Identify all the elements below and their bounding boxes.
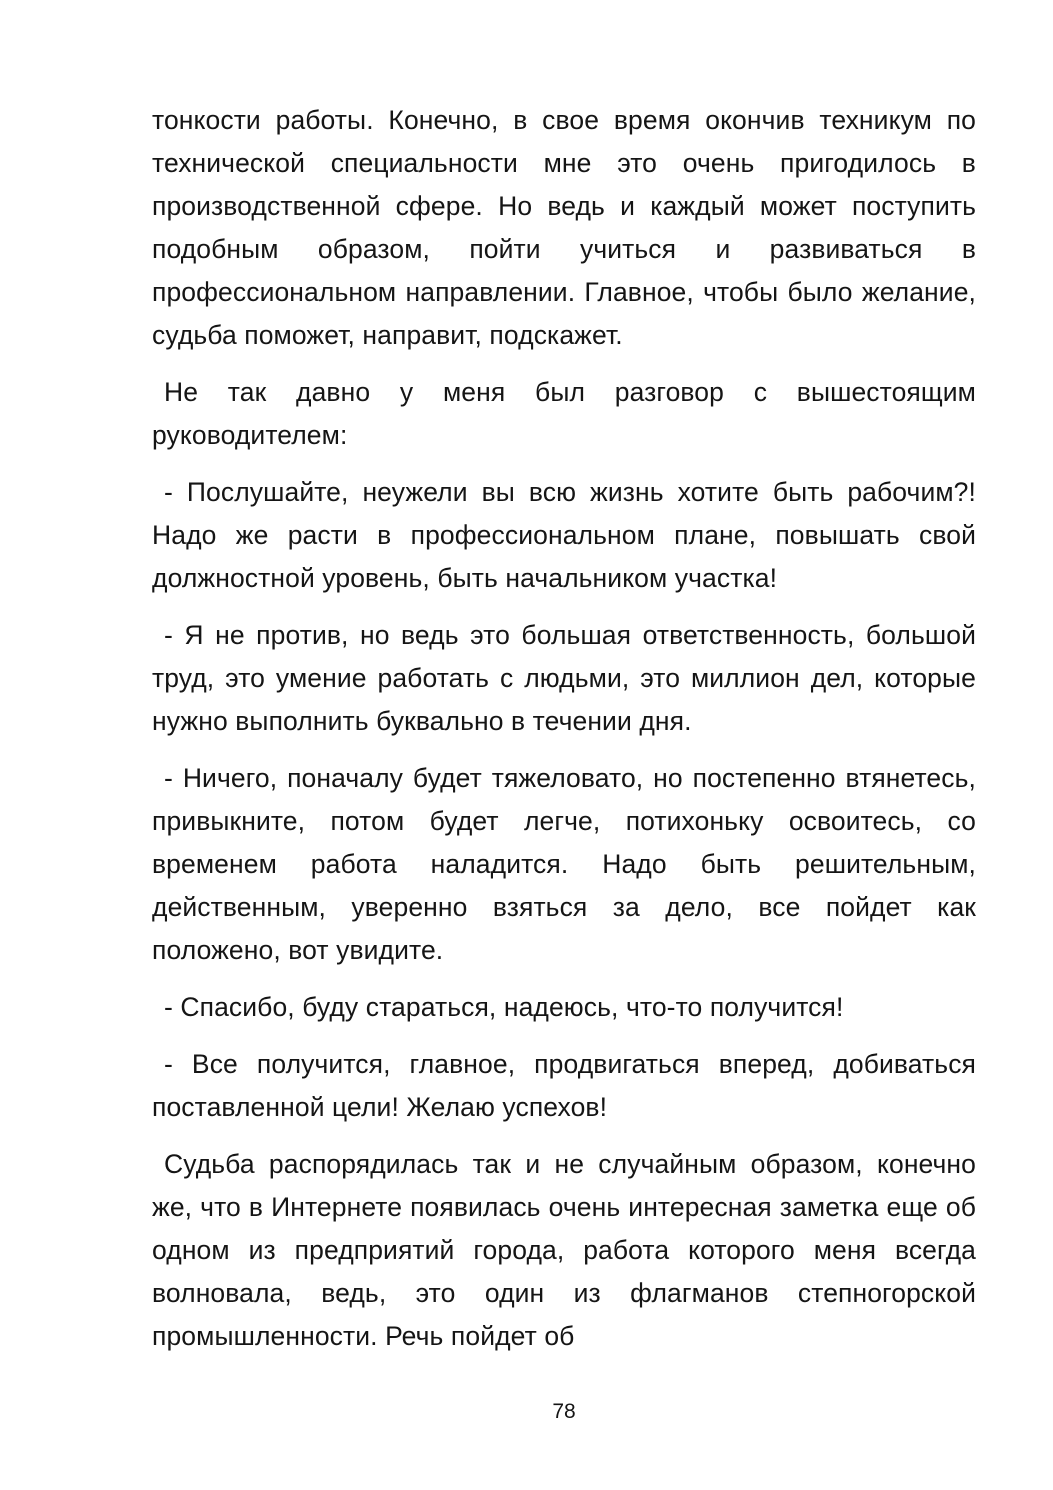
paragraph: - Спасибо, буду стараться, надеюсь, что-то получится!	[164, 992, 844, 1022]
paragraph: тонкости работы. Конечно, в свое время окончив техникум по технической специальности мне это очень пригодилось в производственной сфере. Но ведь и каждый может поступить подобным образом, пойти учиться и развиваться в профессиональном направлении. Главное, чтобы было желание, судьба поможет, направит, подскажет.	[152, 105, 976, 350]
paragraph: Не так давно у меня был разговор с вышестоящим руководителем:	[152, 377, 976, 450]
page-number: 78	[552, 1400, 576, 1423]
page-body	[152, 99, 976, 1372]
paragraph: - Послушайте, неужели вы всю жизнь хотите быть рабочим?! Надо же расти в профессиональном плане, повышать свой должностной уровень, быть начальником участка!	[152, 477, 976, 593]
paragraph: - Все получится, главное, продвигаться вперед, добиваться поставленной цели! Желаю успехов!	[152, 1049, 976, 1122]
paragraph: - Ничего, поначалу будет тяжеловато, но постепенно втянетесь, привыкните, потом будет легче, потихоньку освоитесь, со временем работа наладится. Надо быть решительным, действенным, уверенно взяться за дело, все пойдет как положено, вот увидите.	[152, 763, 976, 965]
paragraph: - Я не против, но ведь это большая ответственность, большой труд, это умение работать с людьми, это миллион дел, которые нужно выполнить буквально в течении дня.	[152, 620, 976, 736]
paragraph: Судьба распорядилась так и не случайным образом, конечно же, что в Интернете появилась очень интересная заметка еще об одном из предприятий города, работа которого меня всегда волновала, ведь, это один из флагманов степногорской промышленности. Речь пойдет об	[152, 1149, 976, 1351]
page-footer	[152, 1398, 976, 1426]
